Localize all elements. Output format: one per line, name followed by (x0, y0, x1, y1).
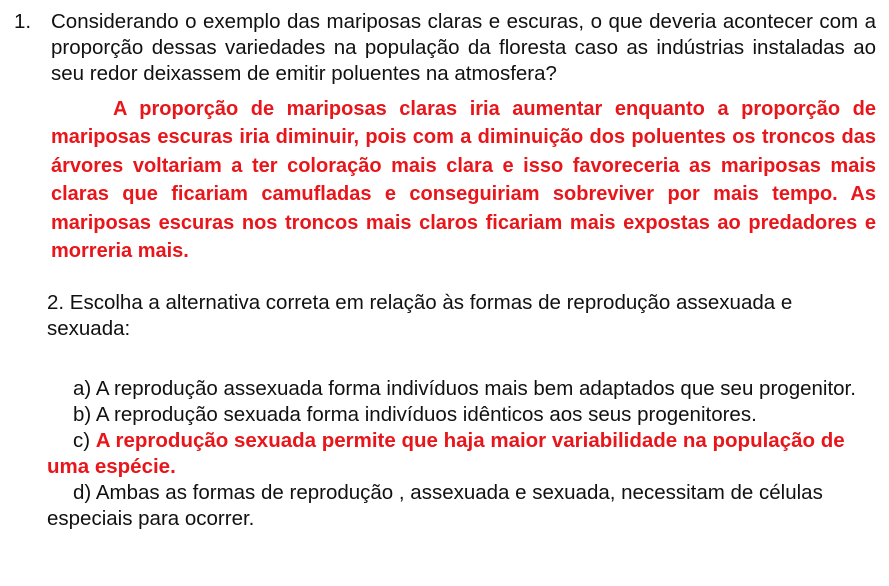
question-1-number: 1. (14, 10, 32, 33)
question-1-answer: A proporção de mariposas claras iria aumentar enquanto a proporção de mariposas escuras iria diminuir, pois com a diminuição dos poluentes os troncos das árvores voltariam a ter coloração mais clara e isso favoreceria as mariposas mais claras que ficariam camufladas e conseguiriam sobreviver por mais tempo. As mariposas escuras nos troncos mais claros ficariam mais expostas ao predadores e morreria mais. (51, 98, 876, 263)
option-b (47, 402, 867, 428)
option-d (47, 480, 867, 532)
option-d-letter: d) (73, 481, 92, 504)
option-c (47, 428, 867, 480)
option-c-text-correct: A reprodução sexuada permite que haja maior variabilidade na população de uma espécie. (47, 429, 845, 478)
option-b-text: A reprodução sexuada forma indivíduos idênticos aos seus progenitores. (95, 403, 757, 426)
question-1 (14, 9, 876, 265)
option-b-letter: b) (73, 403, 92, 426)
option-a-letter: a) (73, 377, 92, 400)
option-a (47, 376, 867, 402)
option-a-text: A reprodução assexuada forma indivíduos mais bem adaptados que seu progenitor. (95, 377, 856, 400)
question-1-text: Considerando o exemplo das mariposas claras e escuras, o que deveria acontecer com a proporção dessas variedades na população da floresta caso as indústrias instaladas ao seu redor deixassem de emitir poluentes na atmosfera? (51, 10, 876, 85)
option-c-letter: c) (73, 429, 91, 452)
question-2-text: 2. Escolha a alternativa correta em relação às formas de reprodução assexuada e sexuada: (47, 291, 793, 340)
question-2-options (47, 376, 867, 532)
option-d-text: Ambas as formas de reprodução , assexuada e sexuada, necessitam de células especiais para ocorrer. (47, 481, 823, 530)
